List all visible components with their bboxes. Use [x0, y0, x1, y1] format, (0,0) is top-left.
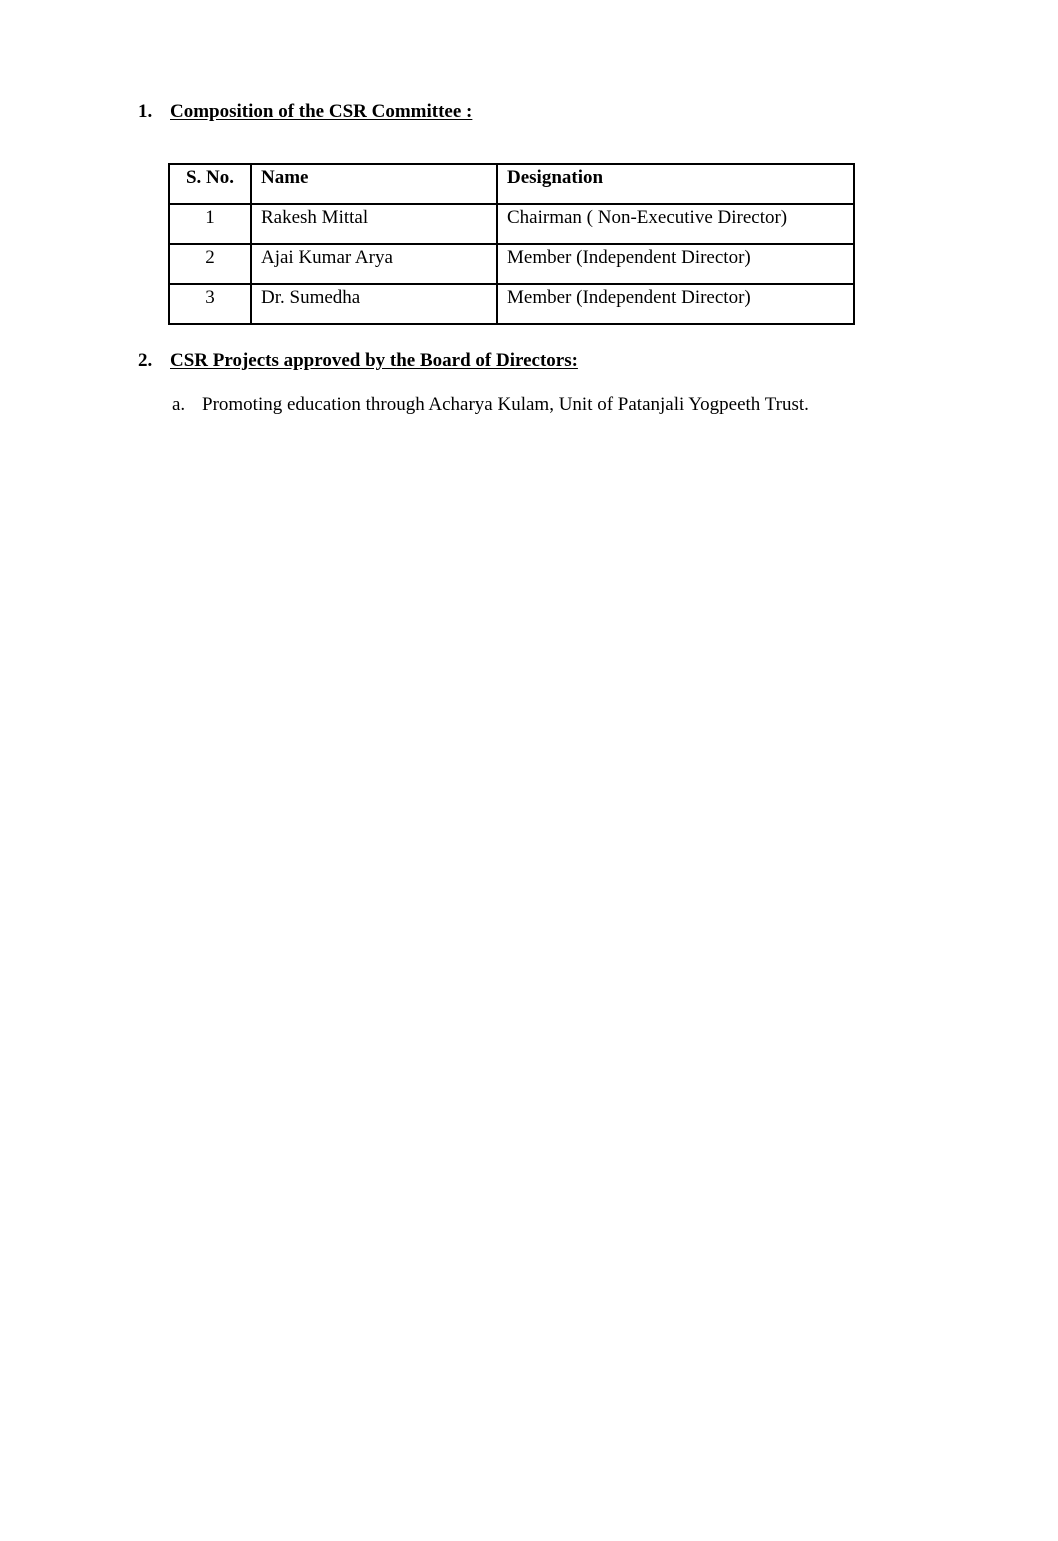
- section-title: Composition of the CSR Committee :: [170, 101, 473, 122]
- cell-sno: 2: [169, 244, 251, 284]
- list-item: [172, 394, 809, 416]
- table-row: [169, 284, 854, 324]
- section-number: 2.: [138, 350, 153, 371]
- table-row: [169, 244, 854, 284]
- section-number: 1.: [138, 101, 153, 122]
- cell-designation: Member (Independent Director): [497, 284, 854, 324]
- section-heading-csr-committee: [138, 101, 472, 123]
- list-marker: a.: [172, 394, 186, 415]
- cell-name: Rakesh Mittal: [251, 204, 497, 244]
- cell-designation: Chairman ( Non-Executive Director): [497, 204, 854, 244]
- cell-designation: Member (Independent Director): [497, 244, 854, 284]
- committee-table: [168, 163, 855, 325]
- table-row: [169, 204, 854, 244]
- header-sno: S. No.: [169, 164, 251, 204]
- section-title: CSR Projects approved by the Board of Directors:: [170, 350, 578, 371]
- table-header-row: [169, 164, 854, 204]
- section-heading-csr-projects: [138, 350, 578, 372]
- project-list: [172, 394, 809, 416]
- header-name: Name: [251, 164, 497, 204]
- cell-name: Ajai Kumar Arya: [251, 244, 497, 284]
- cell-sno: 1: [169, 204, 251, 244]
- list-item-text: Promoting education through Acharya Kulam, Unit of Patanjali Yogpeeth Trust.: [202, 394, 809, 415]
- cell-name: Dr. Sumedha: [251, 284, 497, 324]
- cell-sno: 3: [169, 284, 251, 324]
- header-designation: Designation: [497, 164, 854, 204]
